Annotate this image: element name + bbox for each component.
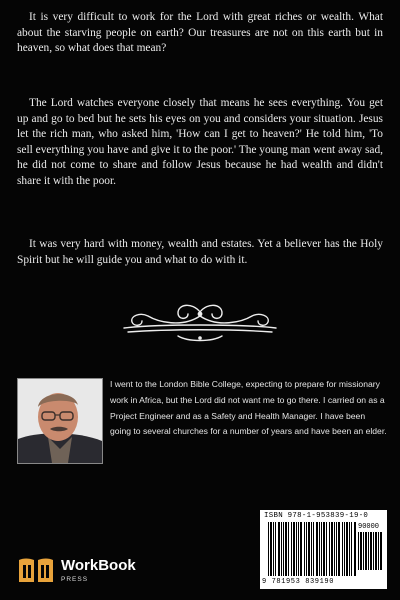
barcode-bar [321,522,322,576]
barcode-bar [336,522,337,576]
barcode-bar [278,522,280,576]
barcode-bar [291,522,292,576]
barcode-bar [268,522,269,576]
barcode-bar [373,532,374,570]
barcode-bar [313,522,314,576]
barcode-bar [311,522,312,576]
paragraph-text: It was very hard with money, wealth and estates. Yet a believer has the Holy Spirit but he will guide you and what to do with it. [17,238,383,266]
barcode-bar [344,522,345,576]
barcode-bar [281,522,282,576]
barcode-bar [283,522,284,576]
ean-digits-text: 9 781953 839190 [262,578,335,586]
barcode-bar [275,522,276,576]
publisher-name: WorkBook [61,557,136,574]
blurb-paragraph-1 [17,10,383,57]
barcode-bar [308,522,310,576]
publisher-logo [17,554,157,590]
author-bio: I went to the London Bible College, expecting to prepare for missionary work in Africa, but the Lord did not want me to go there. I carried on as a Project Engineer and as a Safety and Health Manager. I have been going to several churches for a number of years and have been an elder. [110,379,387,437]
barcode-bar [323,522,325,576]
barcode-bar [354,522,356,576]
barcode-bar [300,522,302,576]
barcode-bar [296,522,297,576]
barcode-bar [360,532,362,570]
addon-barcode-bars [358,532,384,572]
author-photo [17,378,103,464]
barcode-bar [334,522,335,576]
barcode-bar [338,522,340,576]
barcode-bar [319,522,320,576]
publisher-subtitle: PRESS [61,576,89,583]
barcode-bar [378,532,379,570]
barcode-bar [380,532,382,570]
ean-barcode-bars [268,522,356,578]
barcode-bar [298,522,299,576]
barcode-bar [346,522,348,576]
barcode-bar [363,532,364,570]
barcode-bar [331,522,333,576]
paragraph-text: It is very difficult to work for the Lord with great riches or wealth. What about the starving people on earth? Our treasures are not on this earth but in heaven, so what does that mean? [17,11,383,55]
price-code-text: 90000 [358,523,380,531]
barcode-bar [329,522,330,576]
barcode-bar [368,532,369,570]
barcode-bar [351,522,352,576]
author-portrait-illustration [18,379,102,463]
barcode-bar [273,522,274,576]
barcode-bar [342,522,343,576]
flourish-divider-ornament [118,298,282,344]
barcode-bar [270,522,272,576]
barcode-bar [288,522,289,576]
barcode-bar [326,522,327,576]
workbook-logo-icon [17,556,55,586]
isbn-text: ISBN 978-1-953839-19-0 [264,512,369,520]
isbn-barcode [260,510,387,589]
barcode-bar [375,532,377,570]
barcode-bar [358,532,359,570]
barcode-bar [365,532,367,570]
barcode-bar [285,522,287,576]
barcode-bar [349,522,350,576]
barcode-bar [370,532,372,570]
barcode-bar [306,522,307,576]
barcode-bar [304,522,305,576]
blurb-paragraph-3 [17,237,383,268]
blurb-paragraph-2 [17,96,383,190]
paragraph-text: The Lord watches everyone closely that means he sees everything. You get up and go to bed but he sets his eyes on you and considers your situation. Jesus let the rich man, who asked him, 'How can I get to heaven?' He told him, 'To sell everything you have and give it to the poor.' The young man went away sad, he did not come to share and follow Jesus because he had wealth and didn't share it with the poor. [17,97,383,187]
barcode-bar [293,522,295,576]
barcode-bar [316,522,318,576]
